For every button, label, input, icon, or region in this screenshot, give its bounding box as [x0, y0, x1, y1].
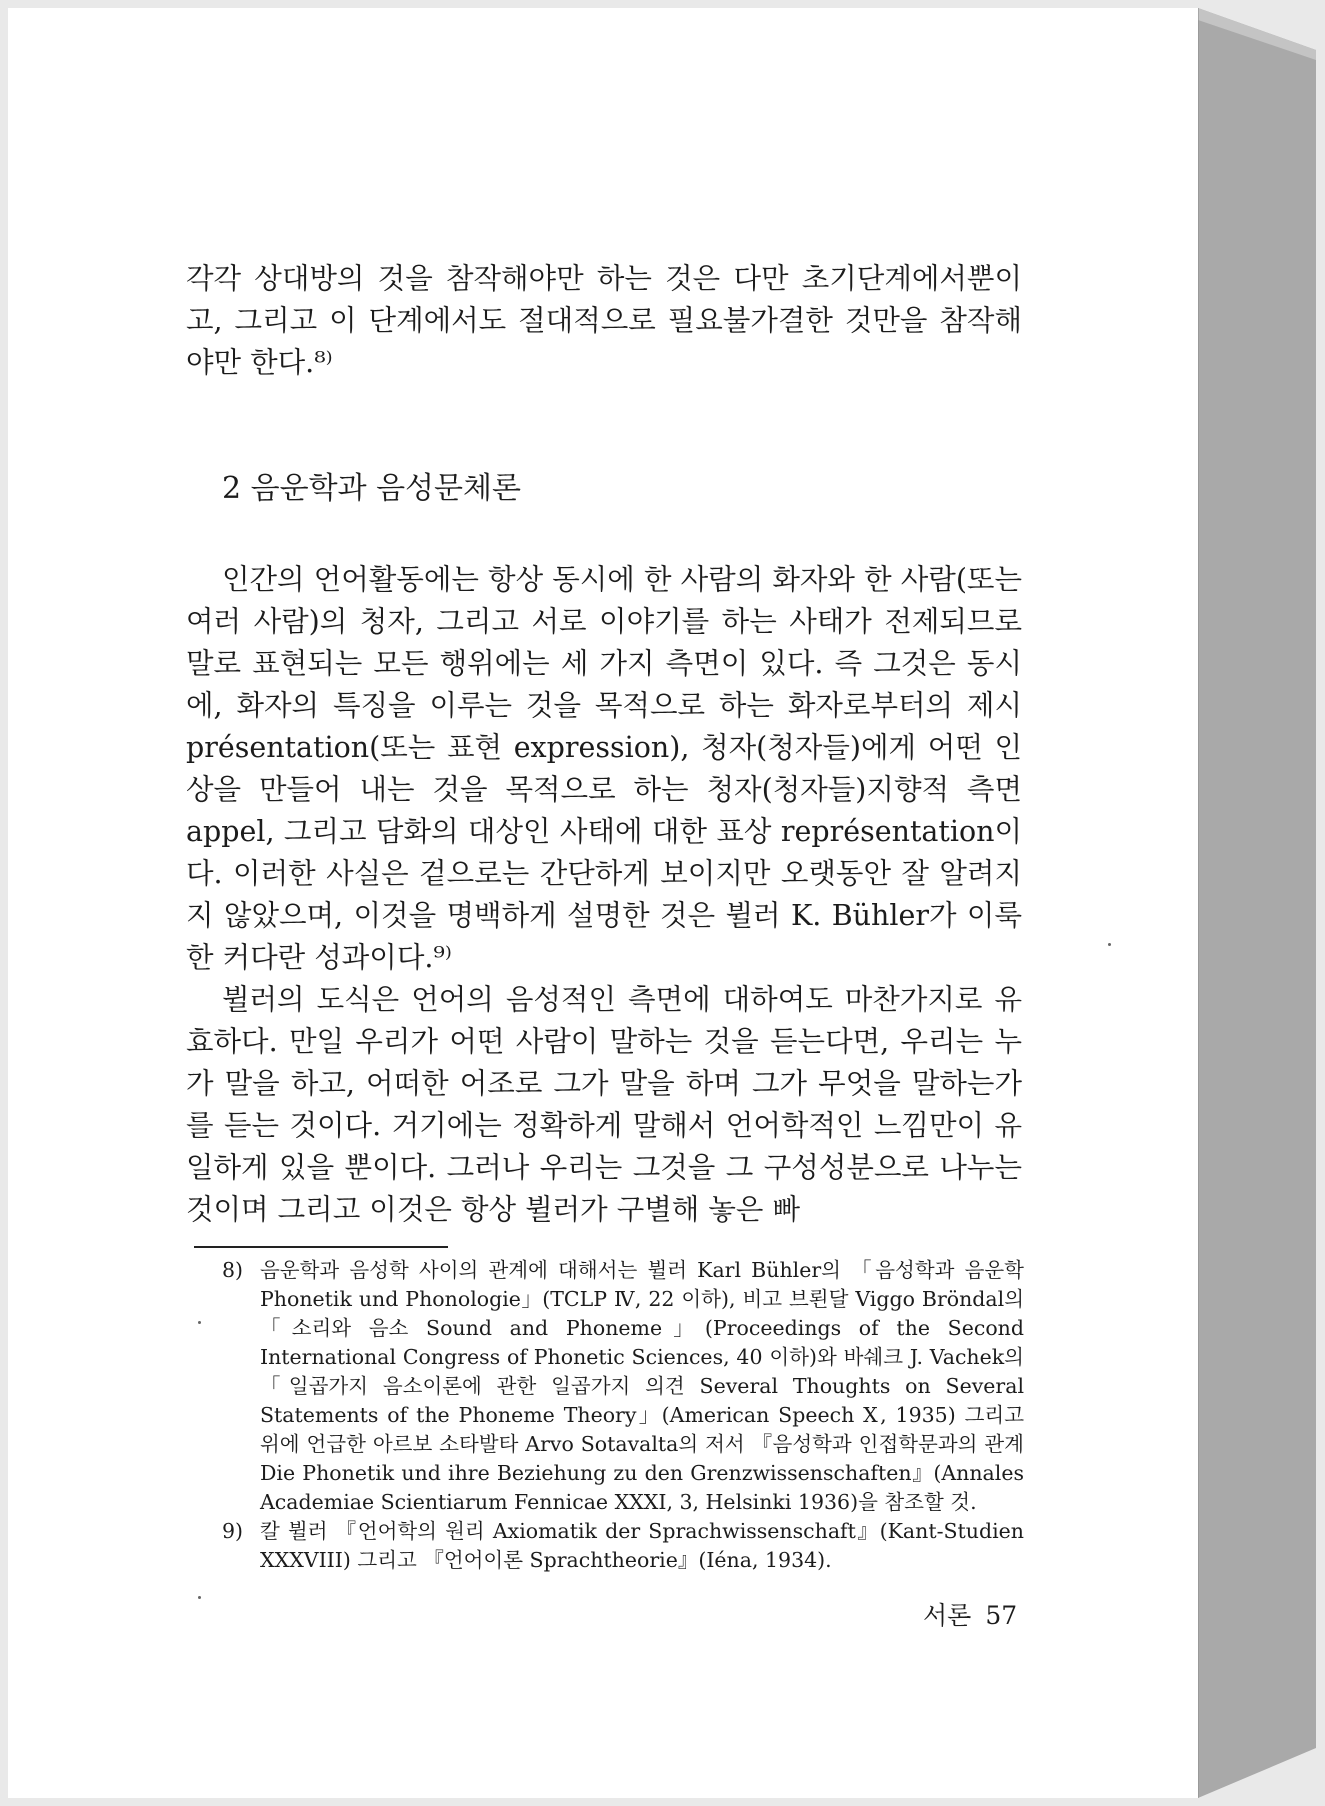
- footnote-8: [222, 1256, 1024, 1517]
- page-footer: [923, 1596, 1017, 1632]
- page-number: 57: [985, 1601, 1018, 1630]
- footnote-text: 음운학과 음성학 사이의 관계에 대해서는 뷜러 Karl Bühler의 「음성학과 음운학 Phonetik und Phonologie」(TCLP Ⅳ, 22 이하), 비고 브뢴달 Viggo Bröndal의 「소리와 음소 Sound and Phoneme」(Proceedings of the Second International Congress of Phonetic Sciences, 40 이하)와 바쉐크 J. Vachek의 「일곱가지 음소이론에 관한 일곱가지 의견 Several Thoughts on Several Statements of the Phoneme Theory」(American Speech Ⅹ, 1935) 그리고 위에 언급한 아르보 소타발타 Arvo Sotavalta의 저서 『음성학과 인접학문과의 관계 Die Phonetik und ihre Beziehung zu den Grenzwissenschaften』(Annales Academiae Scientiarum Fennicae XXXI, 3, Helsinki 1936)을 참조할 것.: [260, 1258, 1024, 1514]
- speck: [198, 1321, 201, 1324]
- intro-continuation-paragraph: 각각 상대방의 것을 참작해야만 하는 것은 다만 초기단계에서뿐이고, 그리고 이 단계에서도 절대적으로 필요불가결한 것만을 참작해야만 한다.⁸⁾: [186, 262, 1022, 379]
- speck: [1108, 943, 1111, 946]
- footnote-number: 8): [222, 1258, 244, 1282]
- body-paragraph-2: 뷜러의 도식은 언어의 음성적인 측면에 대하여도 마찬가지로 유효하다. 만일 우리가 어떤 사람이 말하는 것을 듣는다면, 우리는 누가 말을 하고, 어떠한 어조로 그가 말을 하며 그가 무엇을 말하는가를 듣는 것이다. 거기에는 정확하게 말해서 언어학적인 느낌만이 유일하게 있을 뿐이다. 그러나 우리는 그것을 그 구성성분으로 나누는 것이며 그리고 이것은 항상 뷜러가 구별해 놓은 빠: [186, 983, 1022, 1226]
- footnote-number: 9): [222, 1519, 244, 1543]
- body-paragraph-1: 인간의 언어활동에는 항상 동시에 한 사람의 화자와 한 사람(또는 여러 사람)의 청자, 그리고 서로 이야기를 하는 사태가 전제되므로 말로 표현되는 모든 행위에는 세 가지 측면이 있다. 즉 그것은 동시에, 화자의 특징을 이루는 것을 목적으로 하는 화자로부터의 제시 présentation(또는 표현 expression), 청자(청자들)에게 어떤 인상을 만들어 내는 것을 목적으로 하는 청자(청자들)지향적 측면 appel, 그리고 담화의 대상인 사태에 대한 표상 représentation이다. 이러한 사실은 겉으로는 간단하게 보이지만 오랫동안 잘 알려지지 않았으며, 이것을 명백하게 설명한 것은 뷜러 K. Bühler가 이룩한 커다란 성과이다.⁹⁾: [186, 563, 1022, 974]
- speck: [198, 1596, 201, 1599]
- footnote-divider: [194, 1246, 448, 1248]
- running-head: 서론: [923, 1601, 972, 1630]
- footnote-text: 칼 뷜러 『언어학의 원리 Axiomatik der Sprachwissenschaft』(Kant-Studien XXXVIII) 그리고 『언어이론 Sprachtheorie』(Iéna, 1934).: [260, 1519, 1024, 1572]
- section-heading: 2 음운학과 음성문체론: [222, 471, 521, 506]
- footnote-9: [222, 1517, 1024, 1575]
- footnotes: [222, 1256, 1024, 1575]
- page-sheet: [8, 8, 1198, 1798]
